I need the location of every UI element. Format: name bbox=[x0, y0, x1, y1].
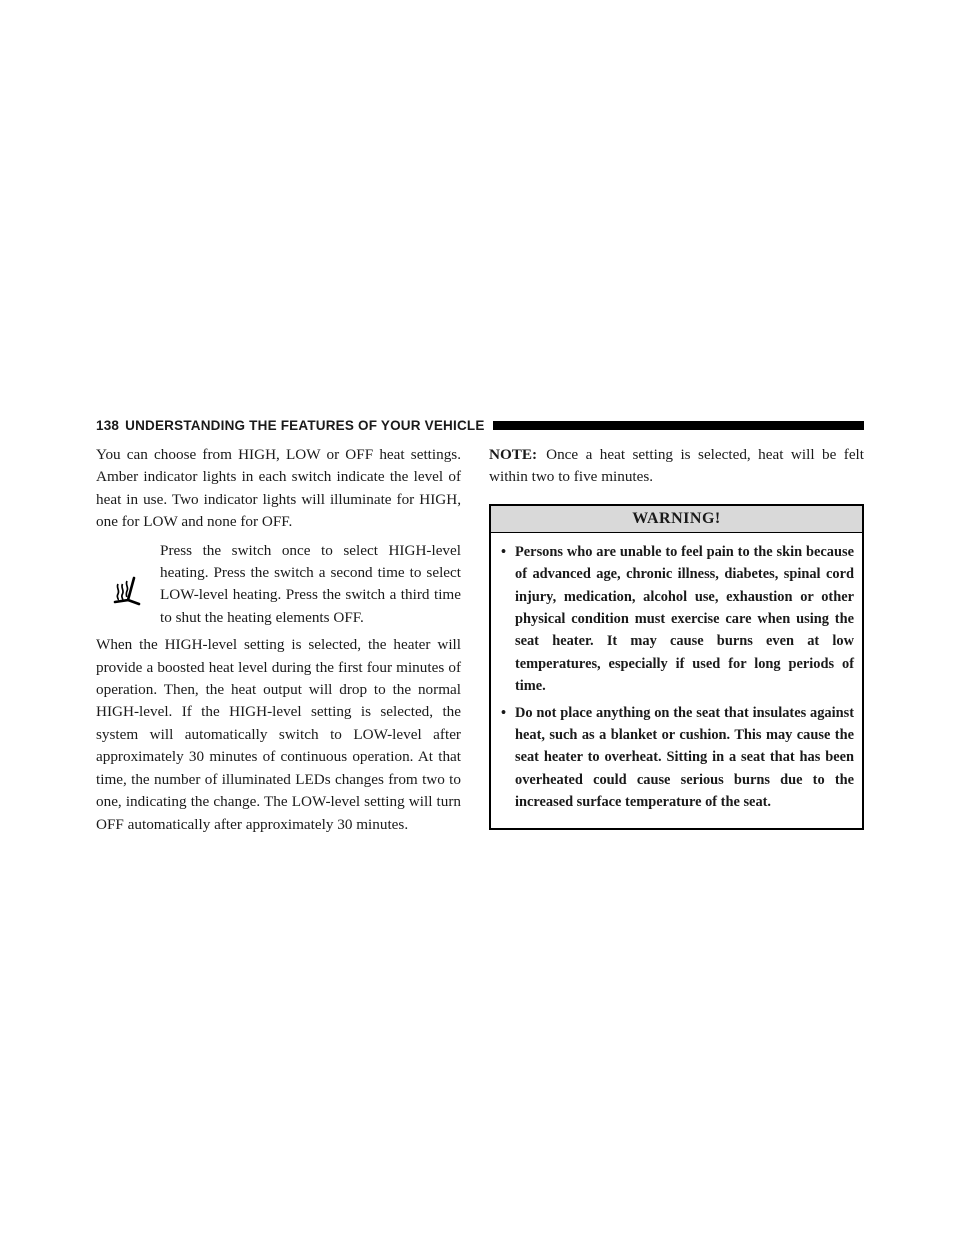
left-column bbox=[96, 444, 461, 836]
warning-item bbox=[501, 541, 854, 698]
warning-item bbox=[501, 702, 854, 814]
warning-title: WARNING! bbox=[491, 506, 862, 533]
note-label: NOTE: bbox=[489, 446, 538, 463]
warning-item-text: Do not place anything on the seat that insulates against heat, such as a blanket or cushion. This may cause the seat heater to overheat. Sitting in a seat that has been overheated could cause serious burns due to the increased surface temperature of the seat. bbox=[515, 704, 854, 811]
header-rule bbox=[493, 421, 864, 430]
warning-list bbox=[491, 533, 862, 828]
warning-item-text: Persons who are unable to feel pain to the skin because of advanced age, chronic illness, diabetes, spinal cord injury, medication, alcohol use, exhaustion or other physical condition must exercise care when using the seat heater. It may cause burns even at low temperatures, especially if used for long periods of time. bbox=[515, 543, 854, 695]
heat-settings-paragraph: You can choose from HIGH, LOW or OFF heat settings. Amber indicator lights in each switch indicate the level of heat in use. Two indicator lights will illuminate for HIGH, one for LOW and none for OFF. bbox=[96, 446, 461, 531]
switch-instruction-text: Press the switch once to select HIGH-level heating. Press the switch a second time to select LOW-level heating. Press the switch a third time to shut the heating elements OFF. bbox=[160, 541, 461, 626]
icon-cell bbox=[96, 540, 160, 630]
switch-instruction-block bbox=[96, 540, 461, 630]
bullet-icon: • bbox=[501, 543, 507, 560]
warning-box bbox=[489, 504, 864, 830]
note-paragraph bbox=[489, 444, 864, 489]
high-level-paragraph: When the HIGH-level setting is selected, the heater will provide a boosted heat level during the first four minutes of operation. Then, the heat output will drop to the normal HIGH-level. If the HIGH-level setting is selected, the system will automatically switch to LOW-level after approximately 30 minutes of continuous operation. At that time, the number of illuminated LEDs changes from two to one, indicating the change. The LOW-level setting will turn OFF automatically after approximately 30 minutes. bbox=[96, 636, 461, 833]
note-text: Once a heat setting is selected, heat will be felt within two to five minutes. bbox=[489, 446, 864, 486]
page-header bbox=[96, 414, 864, 436]
heated-seat-icon bbox=[112, 576, 142, 612]
page-number: 138 bbox=[96, 417, 120, 433]
bullet-icon: • bbox=[501, 704, 507, 721]
right-column bbox=[489, 444, 864, 830]
section-title: UNDERSTANDING THE FEATURES OF YOUR VEHICLE bbox=[125, 417, 485, 433]
